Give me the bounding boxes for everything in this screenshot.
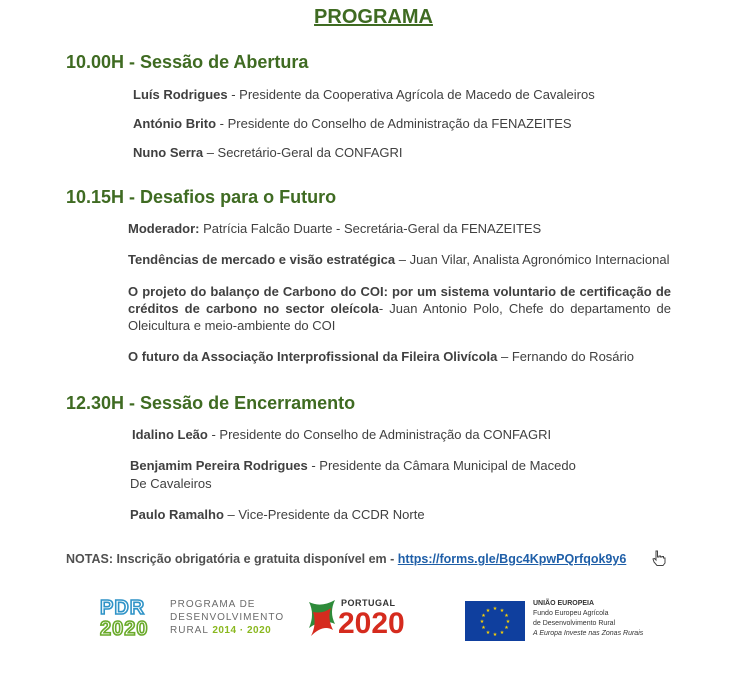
speaker-name: Idalino Leão [132,427,208,442]
section-heading-abertura: 10.00H - Sessão de Abertura [66,52,309,72]
moderator-label: Moderador: [128,221,200,236]
moderator-name: Patrícia Falcão Duarte - Secretária-Geral da FENAZEITES [199,221,542,236]
pdr-mark-year: 2020 [100,618,149,640]
eu-tagline: A Europa Investe nas Zonas Rurais [533,630,644,637]
portugal-emblem-icon [305,598,339,638]
notes-line [66,552,626,566]
speaker-name: António Brito [133,116,217,131]
talk-line [128,252,670,267]
speaker-line [133,116,572,131]
speaker-line [130,458,576,473]
eu-title: UNIÃO EUROPEIA [533,600,595,607]
talk-speaker: – Fernando do Rosário [497,349,634,364]
svg-text:★: ★ [499,630,505,636]
speaker-role-continued: De Cavaleiros [130,476,212,491]
svg-text:★: ★ [485,630,491,636]
svg-text:★: ★ [481,625,486,631]
svg-text:★: ★ [505,619,511,625]
svg-text:★: ★ [492,606,498,612]
svg-text:★: ★ [485,608,491,614]
speaker-name: Benjamim Pereira Rodrigues [130,458,308,473]
talk-title: O futuro da Associação Interprofissional da Fileira Olivícola [128,349,498,364]
speaker-name: Luís Rodrigues [133,87,228,102]
speaker-role: – Secretário-Geral da CONFAGRI [203,145,403,160]
speaker-name: Paulo Ramalho [130,507,224,522]
talk-title: Tendências de mercado e visão estratégica [128,252,396,267]
pdr-mark: PDR [100,597,146,619]
talk-speaker: – Juan Vilar, Analista Agronómico Internacional [395,252,670,267]
speaker-role: - Presidente da Câmara Municipal de Macedo [307,458,576,473]
speaker-role: - Presidente do Conselho de Administração da CONFAGRI [207,427,552,442]
speaker-line [133,87,595,102]
talk-line [128,349,634,364]
moderator-line [128,221,541,236]
speaker-role: - Presidente do Conselho de Administração da FENAZEITES [216,116,572,131]
notes-label: NOTAS: Inscrição obrigatória e gratuita disponível em - [66,552,398,566]
svg-text:★: ★ [492,632,498,638]
eu-flag-icon [465,601,525,641]
svg-text:★: ★ [504,613,509,619]
section-heading-encerramento: 12.30H - Sessão de Encerramento [66,393,356,413]
portugal-year: 2020 [338,607,405,640]
speaker-role: - Presidente da Cooperativa Agrícola de Macedo de Cavaleiros [227,87,595,102]
pdr-years: 2014 · 2020 [212,625,272,636]
speaker-line [133,145,402,160]
svg-text:★: ★ [479,619,485,625]
talk-title: O projeto do balanço de Carbono do COI: por um sistema voluntario de certificação de créditos de carbono no sector oleícola [128,284,671,316]
svg-text:★: ★ [481,613,486,619]
eu-feader-logo [465,596,645,642]
svg-text:★: ★ [499,608,505,614]
speaker-line [132,427,551,442]
talk-speaker: - Juan Antonio Polo, Chefe do departamento de Oleicultura e meio-ambiente do COI [128,301,671,333]
portugal-label: PORTUGAL [341,598,396,608]
speaker-role: – Vice-Presidente da CCDR Norte [223,507,425,522]
eu-fund-line1: Fundo Europeu Agrícola [533,610,609,617]
talk-paragraph [128,283,671,334]
registration-link[interactable]: https://forms.gle/Bgc4KpwPQrfqok9y6 [397,552,627,566]
pdr-line1: PROGRAMA DE [170,599,256,610]
pdr-2020-logo [100,596,290,642]
program-title: PROGRAMA [314,6,433,28]
speaker-name: Nuno Serra [133,145,204,160]
pointing-hand-icon [650,549,668,572]
eu-fund-line2: de Desenvolvimento Rural [533,620,616,627]
pdr-line2: DESENVOLVIMENTO [170,612,285,623]
speaker-line [130,507,425,522]
svg-text:★: ★ [504,625,509,631]
portugal-2020-logo [305,596,445,642]
section-heading-desafios: 10.15H - Desafios para o Futuro [66,187,337,207]
pdr-line3: RURAL [170,625,209,636]
